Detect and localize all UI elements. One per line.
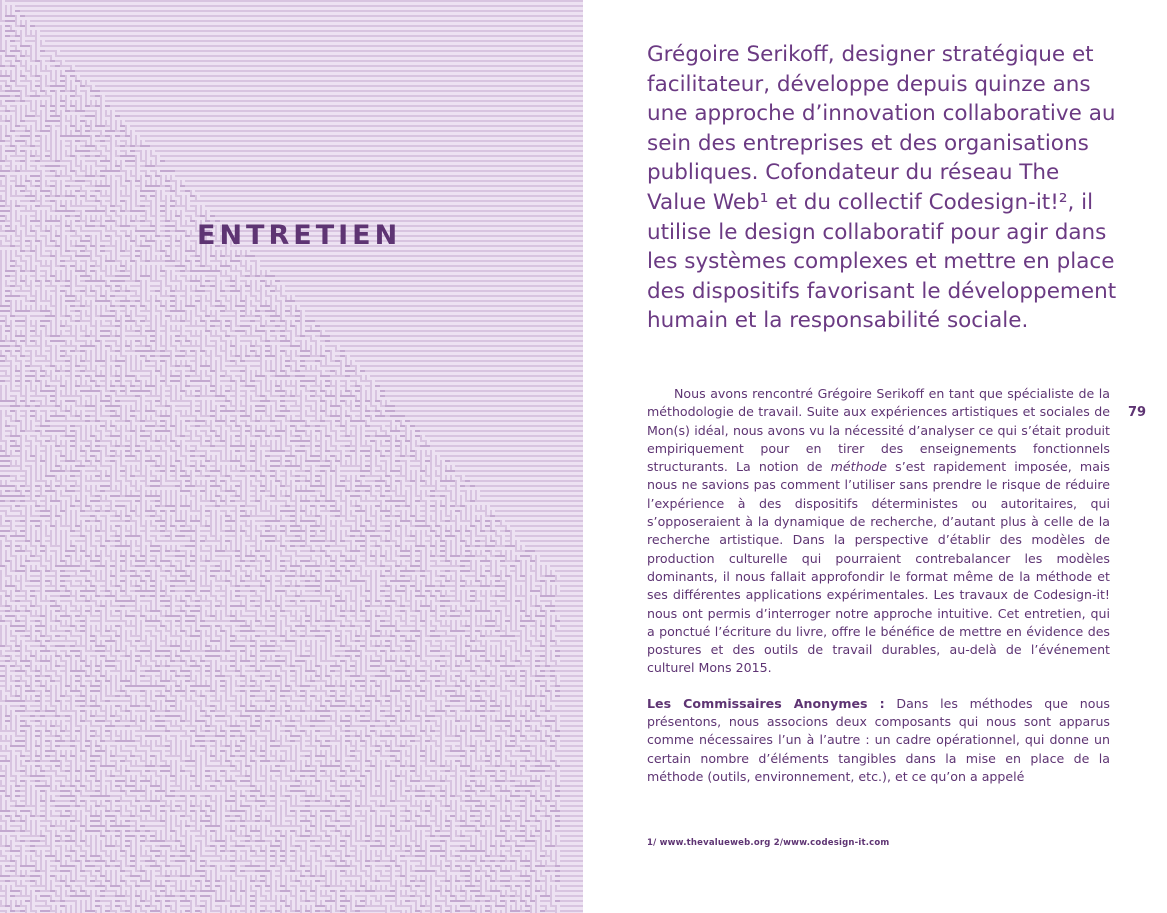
lead-paragraph: Grégoire Serikoff, designer stratégique et facilitateur, développe depuis quinze ans une approche d’innovation collaborative au sein des entreprises et des organisations publiques. Cofondateur du réseau The Value Web¹ et du collectif Codesign-it!², il utilise le design collaboratif pour agir dans les systèmes complexes et mettre en place des dispositifs favorisant le développement humain et la responsabilité sociale. — [647, 40, 1117, 336]
left-page-pattern — [0, 0, 583, 913]
question-paragraph — [647, 695, 1110, 786]
intro-part1: Nous avons rencontré Grégoire Serikoff en tant que spécialiste de la méthodologie de travail. Suite aux expériences artistiques et sociales de Mon(s) idéal, nous avons vu la nécessité d’analyser ce qui s’était produit empiriquement pour en tirer des enseignements fonctionnels structurants. La notion de — [647, 386, 1110, 474]
speaker-label: Les Commissaires Anonymes : — [647, 696, 885, 711]
footnotes: 1/ www.thevalueweb.org 2/www.codesign-it.com — [647, 838, 889, 848]
question-text: Dans les méthodes que nous présentons, nous associons deux composants qui nous sont apparus comme nécessaires l’un à l’autre : un cadre opérationnel, qui donne un certain nombre d’éléments tangibles dans la mise en place de la méthode (outils, environnement, etc.), et ce qu’on a appelé — [647, 696, 1110, 784]
right-page — [583, 0, 1167, 913]
intro-emphasis: méthode — [831, 459, 887, 474]
decorative-pattern — [0, 0, 583, 913]
page-number: 79 — [1128, 405, 1146, 420]
body-text — [647, 385, 1110, 786]
intro-part2: s’est rapidement imposée, mais nous ne savions pas comment l’utiliser sans prendre le risque de réduire l’expérience à des dispositifs déterministes ou autoritaires, qui s’opposeraient à la dynamique de recherche, d’autant plus à celle de la recherche artistique. Dans la perspective d’établir des modèles de production culturelle qui pourraient contrebalancer les modèles dominants, il nous fallait approfondir le format même de la méthode et ses différentes applications expérimentales. Les travaux de Codesign-it! nous ont permis d’interroger notre approche intuitive. Cet entretien, qui a ponctué l’écriture du livre, offre le bénéfice de mettre en évidence des postures et des outils de travail durables, au-delà de l’événement culturel Mons 2015. — [647, 459, 1110, 675]
intro-paragraph — [647, 385, 1110, 678]
section-title: ENTRETIEN — [197, 218, 401, 254]
